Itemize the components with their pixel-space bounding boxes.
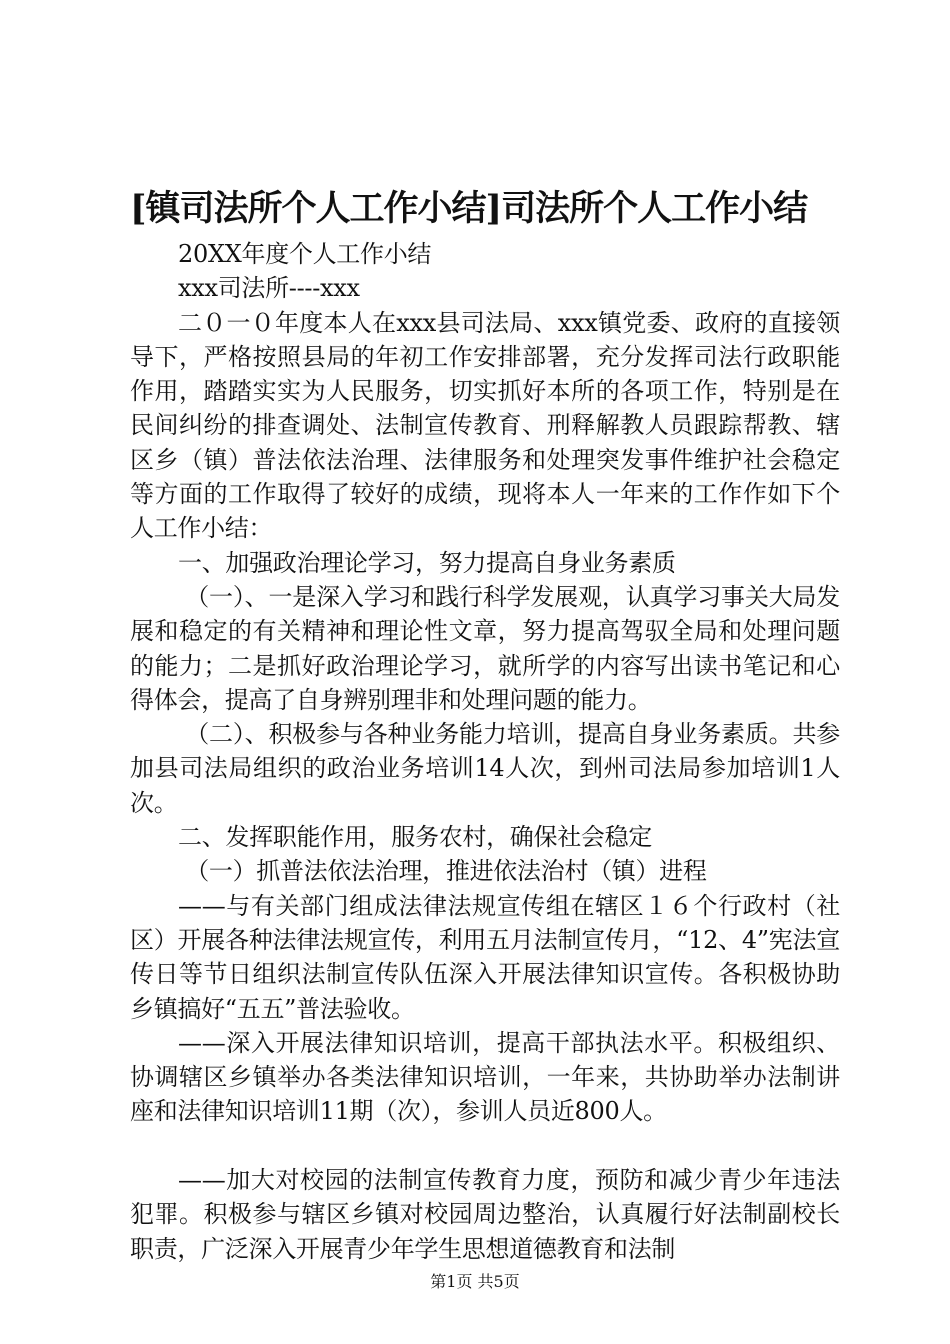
- paragraph-author-line: xxx司法所----xxx: [178, 274, 360, 303]
- paragraph-section-1-item-1: （一）、一是深入学习和践行科学发展观，认真学习事关大局发展和稳定的有关精神和理论性文章，努力提高驾驭全局和处理问题的能力；二是抓好政治理论学习，就所学的内容写出读书笔记和心得体会，提高了自身辨别理非和处理问题的能力。: [130, 582, 840, 714]
- paragraph-legal-publicity: ——与有关部门组成法律法规宣传组在辖区１６个行政村（社区）开展各种法律法规宣传，利用五月法制宣传月，“12、4”宪法宣传日等节日组织法制宣传队伍深入开展法律知识宣传。各积极协助乡镇搞好“五五”普法验收。: [130, 891, 840, 1023]
- document-title: [镇司法所个人工作小结]司法所个人工作小结: [130, 188, 808, 229]
- paragraph-year-heading: 20XX年度个人工作小结: [178, 240, 432, 268]
- document-body: [130, 237, 840, 1266]
- paragraph-intro: 二０一０年度本人在xxx县司法局、xxx镇党委、政府的直接领导下，严格按照县局的年初工作安排部署，充分发挥司法行政职能作用，踏踏实实为人民服务，切实抓好本所的各项工作，特别是在民间纠纷的排查调处、法制宣传教育、刑释解教人员跟踪帮教、辖区乡（镇）普法依法治理、法律服务和处理突发事件维护社会稳定等方面的工作取得了较好的成绩，现将本人一年来的工作作如下个人工作小结：: [130, 308, 840, 543]
- section-heading-2: 二、发挥职能作用，服务农村，确保社会稳定: [178, 823, 652, 852]
- section-heading-1: 一、加强政治理论学习，努力提高自身业务素质: [178, 548, 676, 577]
- paragraph-campus-education: ——加大对校园的法制宣传教育力度，预防和减少青少年违法犯罪。积极参与辖区乡镇对校园周边整治，认真履行好法制副校长职责，广泛深入开展青少年学生思想道德教育和法制: [130, 1166, 840, 1263]
- page-footer: 第1页 共5页: [430, 1272, 520, 1291]
- paragraph-section-1-item-2: （二）、积极参与各种业务能力培训，提高自身业务素质。共参加县司法局组织的政治业务培训14人次，到州司法局参加培训1人次。: [130, 720, 840, 817]
- subsection-heading-2-1: （一）抓普法依法治理，推进依法治村（镇）进程: [185, 857, 707, 886]
- paragraph-legal-training: ——深入开展法律知识培训，提高干部执法水平。积极组织、协调辖区乡镇举办各类法律知识培训，一年来，共协助举办法制讲座和法律知识培训11期（次），参训人员近800人。: [130, 1028, 840, 1126]
- blank-line: [130, 1129, 840, 1163]
